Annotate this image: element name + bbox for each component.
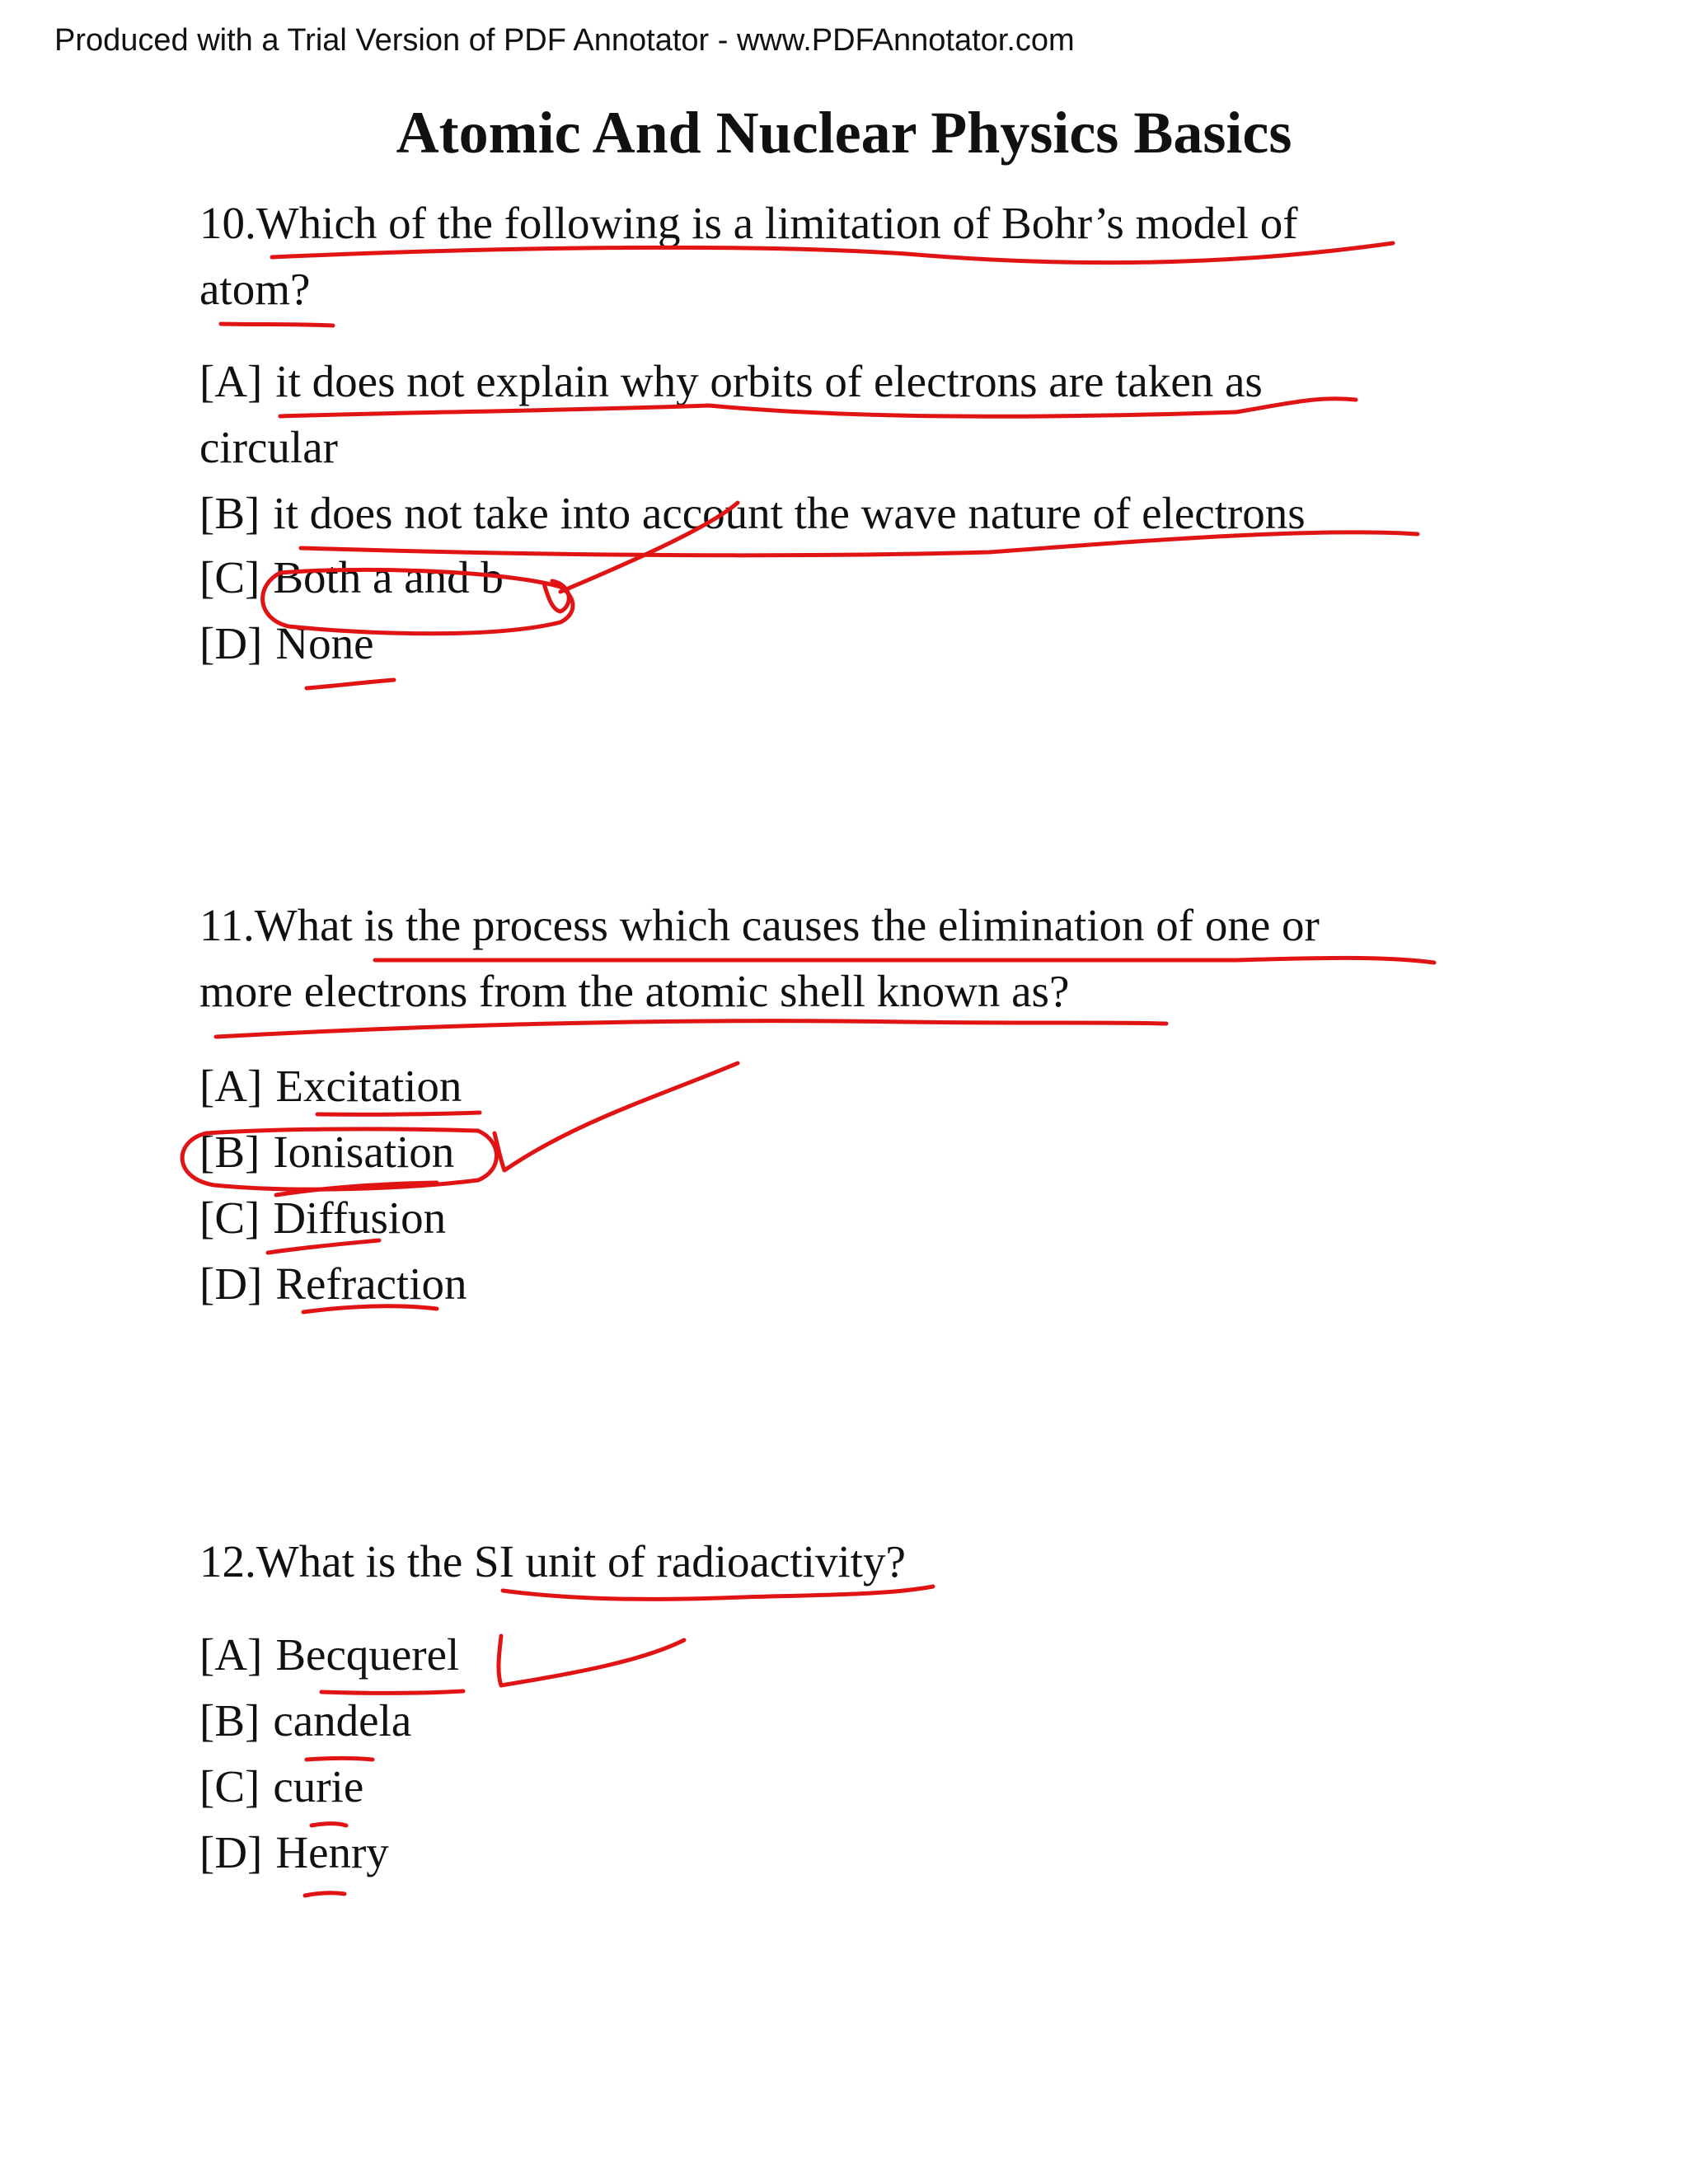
ink-check (499, 1636, 684, 1685)
ink-check (495, 1063, 738, 1170)
q12-option-c: [C] curie (199, 1761, 364, 1811)
question-number: 12. (199, 1536, 256, 1586)
question-11-line-2: more electrons from the atomic shell known as? (199, 966, 1070, 1016)
question-11-line-1: 11.What is the process which causes the elimination of one or (199, 900, 1320, 950)
page-title: Atomic And Nuclear Physics Basics (396, 100, 1292, 166)
q11-option-a: [A] Excitation (199, 1061, 462, 1111)
q10-option-c: [C] Both a and b (199, 552, 504, 602)
ink-underline (221, 324, 333, 326)
q11-option-d: [D] Refraction (199, 1258, 467, 1309)
question-number: 10. (199, 198, 256, 248)
q12-option-b: [B] candela (199, 1695, 412, 1746)
q12-option-a: [A] Becquerel (199, 1629, 460, 1680)
q12-option-d: [D] Henry (199, 1827, 389, 1877)
question-10-line-2: atom? (199, 264, 311, 314)
q10-option-a-cont: circular (199, 422, 338, 472)
q10-option-a: [A] it does not explain why orbits of electrons are taken as (199, 356, 1263, 406)
ink-underline (307, 680, 394, 688)
question-12-line-1: 12.What is the SI unit of radioactivity? (199, 1536, 906, 1586)
q11-option-b: [B] Ionisation (199, 1127, 455, 1177)
ink-underline (305, 1893, 345, 1896)
ink-check (544, 581, 569, 612)
trial-watermark: Produced with a Trial Version of PDF Annotator - www.PDFAnnotator.com (54, 23, 1075, 58)
ink-underline (216, 1021, 1166, 1037)
question-number: 11. (199, 900, 255, 950)
q10-option-d: [D] None (199, 618, 374, 668)
q11-option-c: [C] Diffusion (199, 1193, 447, 1243)
ink-underline (375, 958, 1434, 963)
question-10-line-1: 10.Which of the following is a limitation of Bohr’s model of (199, 198, 1298, 248)
q10-option-b: [B] it does not take into account the wave nature of electrons (199, 488, 1306, 538)
